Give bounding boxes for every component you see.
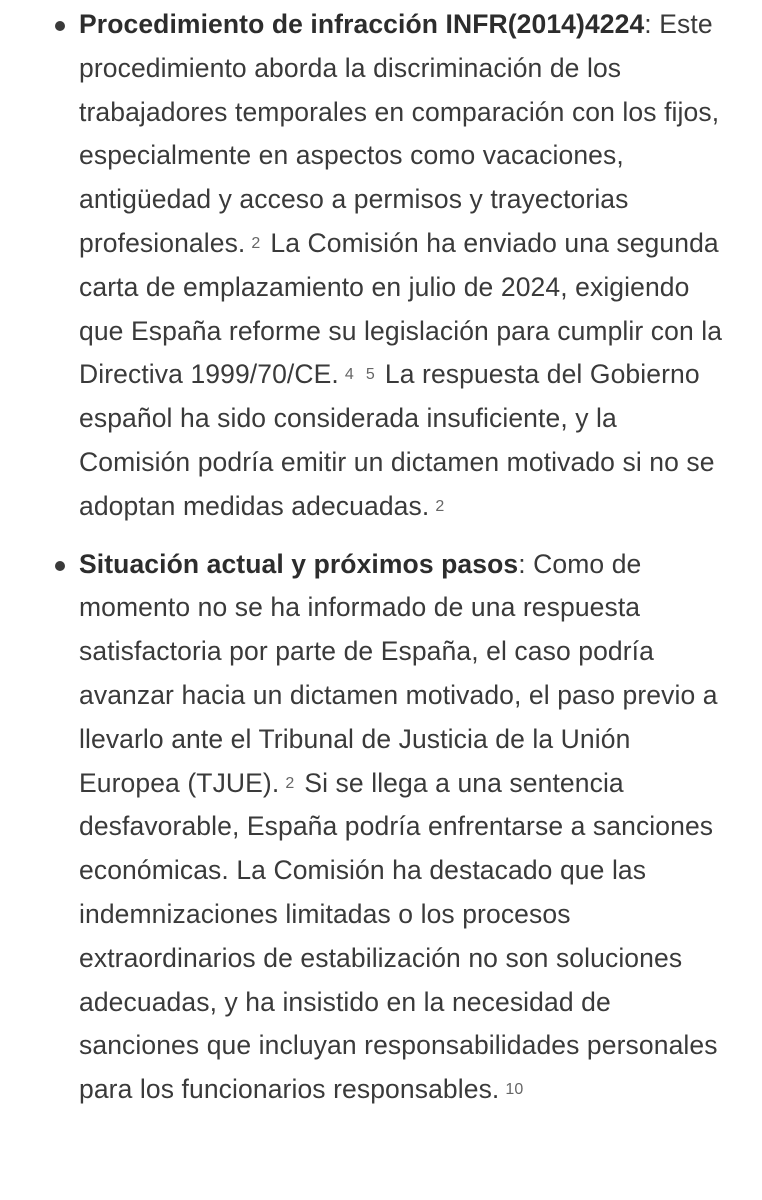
bold-term: Procedimiento de infracción INFR(2014)4224 [79,9,645,39]
citation-link[interactable]: 4 [344,366,354,384]
citation-link[interactable]: 2 [251,234,261,252]
paragraph-text: La Comisión ha enviado una segunda carta de emplazamiento en julio de 2024, exigiendo que España reforme su legislación para cumplir con la Directiva 1999/70/CE. [79,227,723,390]
bold-term: Situación actual y próximos pasos [79,548,519,579]
citation-link[interactable]: 5 [365,366,375,384]
paragraph-text: Como de momento no se ha informado de una respuesta satisfactoria por parte de España, el caso podría avanzar hacia un dictamen motivado, el paso previo a llevarlo ante el Tribunal de Justicia de la Unión Europea (TJUE). [79,548,718,798]
term-separator: : [518,548,526,579]
paragraph-text: Este procedimiento aborda la discriminación de los trabajadores temporales en comparación con los fijos, especialmente en aspectos como vacaciones, antigüedad y acceso a permisos y trayectorias profesionales. [79,9,720,258]
term-separator: : [644,9,652,39]
list-item-infringement-procedure [0,3,762,529]
paragraph-text: Si se llega a una sentencia desfavorable, España podría enfrentarse a sanciones económicas. La Comisión ha destacado que las indemnizaciones limitadas o los procesos extraordinarios de estabilización no son soluciones adecuadas, y ha insistido en la necesidad de sanciones que incluyan responsabilidades personales para los funcionarios responsables. [79,767,718,1105]
paragraph-text: La respuesta del Gobierno español ha sido considerada insuficiente, y la Comisión podría emitir un dictamen motivado si no se adoptan medidas adecuadas. [79,359,715,521]
bullet-dot-icon [55,21,65,31]
bullet-list [0,3,762,1112]
list-item-current-situation [0,543,762,1112]
citation-link[interactable]: 2 [435,497,445,515]
citation-link[interactable]: 10 [505,1081,524,1099]
citation-link[interactable]: 2 [285,774,295,792]
bullet-dot-icon [55,561,65,571]
